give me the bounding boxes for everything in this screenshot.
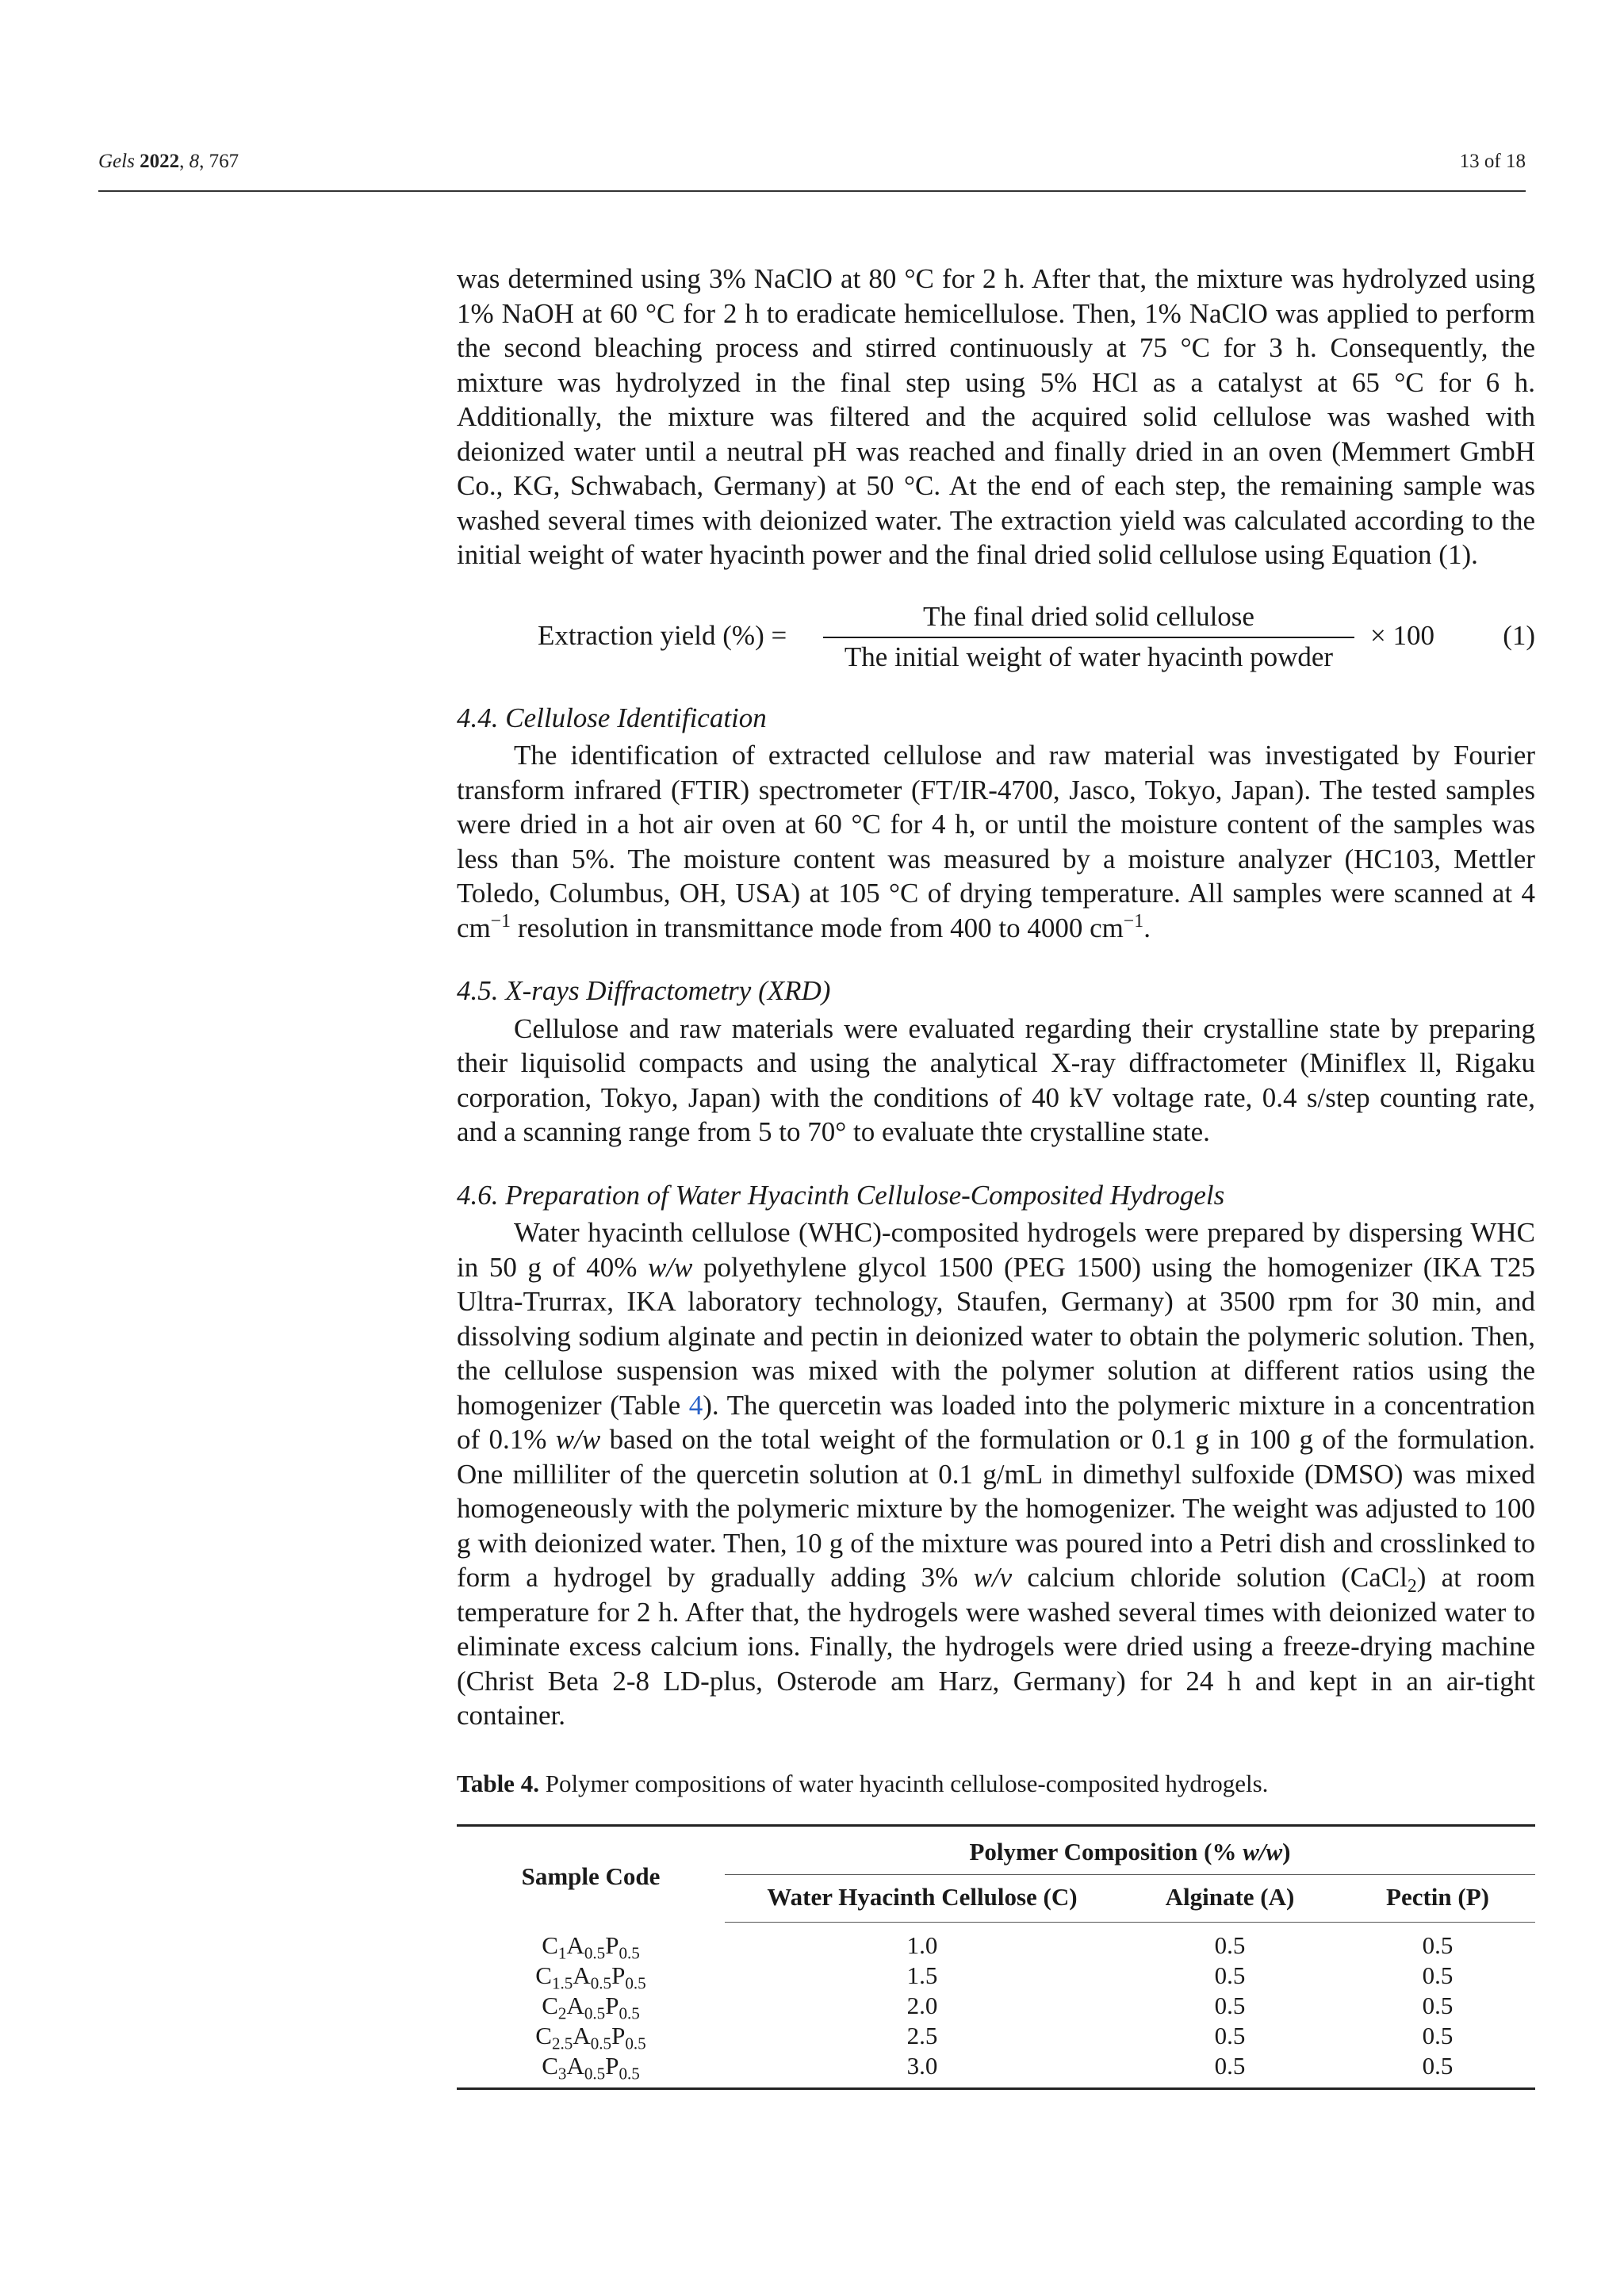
cellulose-cell: 3.0 [725,2051,1120,2089]
text-run: . [1143,912,1151,943]
table-4-caption [457,1766,1535,1801]
pectin-cell: 0.5 [1422,1961,1454,1989]
text-run: The identification of extracted cellulose and raw material was investigated by Fourier transform infrared (FTIR) spectrometer (FT/IR-4700, Jasco, Tokyo, Japan). The tested samples were dried in a hot air oven at 60 °C for 4 h, or until the moisture content of the samples was less than 5%. The moisture content was measured by a moisture analyzer (HC103, Mettler Toledo, Columbus, OH, USA) at 105 °C of drying temperature. All samples were scanned at 4 cm [457,740,1535,943]
component-symbol: P [605,1992,619,2019]
equation-lhs: Extraction yield (%) = [538,619,787,651]
component-subscript: 3 [557,2064,567,2084]
header-sample-code: Sample Code [457,1826,725,1923]
equation-number: (1) [1503,619,1535,651]
component-subscript: 0.5 [625,2034,646,2053]
component-symbol: C [542,2052,558,2080]
equation-numerator: The final dried solid cellulose [923,600,1254,632]
equation-denominator: The initial weight of water hyacinth powder [844,641,1334,672]
fraction-bar [823,637,1354,638]
header-alginate: Alginate (A) [1120,1874,1340,1923]
header-pectin: Pectin (P) [1340,1874,1535,1923]
section-4-4 [457,701,1535,946]
unit-wv: w/v [973,1562,1013,1593]
component-subscript: 0.5 [619,1943,640,1963]
text-run: based on the total weight of the formulation or 0.1 g in 100 g of the formulation. One milliliter of the quercetin solution at 0.1 g/mL in dimethyl sulfoxide (DMSO) was mixed homogeneously with the polymeric mixture by the homogenizer. The weight was adjusted to 100 g with deionized water. Then, 10 g of the mixture was poured into a Petri dish and crosslinked to form a hydrogel by gradually adding 3% [457,1424,1536,1593]
intro-paragraph: was determined using 3% NaClO at 80 °C for 2 h. After that, the mixture was hydrolyzed using 1% NaOH at 60 °C for 2 h to eradicate hemicellulose. Then, 1% NaClO was applied to perform the second bleaching process and stirred continuously at 75 °C for 3 h. Consequently, the mixture was hydrolyzed in the final step using 5% HCl as a catalyst at 65 °C for 6 h. Additionally, the mixture was filtered and the acquired solid cellulose was washed with deionized water until a neutral pH was reached and finally dried in an oven (Memmert GmbH Co., KG, Schwabach, Germany) at 50 °C. At the end of each step, the remaining sample was washed several times with deionized water. The extraction yield was calculated according to the initial weight of water hyacinth power and the final dried solid cellulose using Equation (1). [457,263,1535,570]
text-run: resolution in transmittance mode from 400 to 4000 cm [511,912,1124,943]
pectin-cell: 0.5 [1340,2051,1535,2089]
cellulose-cell: 1.5 [906,1961,938,1989]
component-subscript: 0.5 [619,2064,640,2084]
component-symbol: C [535,1961,552,1989]
component-subscript: 0.5 [584,1943,606,1963]
component-subscript: 2 [557,2003,567,2023]
cellulose-cell: 2.5 [906,2022,938,2049]
section-heading-4-6: 4.6. Preparation of Water Hyacinth Cellulose-Composited Hydrogels [457,1179,1225,1211]
alginate-cell: 0.5 [1214,1961,1246,1989]
table-caption-text: Polymer compositions of water hyacinth cellulose-composited hydrogels. [538,1769,1269,1797]
component-subscript: 0.5 [590,2034,612,2053]
journal-citation: Gels 2022, 8, 767 [98,151,239,172]
component-subscript: 0.5 [584,2064,606,2084]
component-symbol: P [605,1931,619,1959]
table-4 [457,1824,1535,2090]
header-group-unit: w/w [1243,1838,1283,1866]
component-subscript: 0.5 [619,2003,640,2023]
table-row [457,1961,1535,1991]
component-symbol: P [611,1961,626,1989]
pectin-cell: 0.5 [1422,2022,1454,2049]
header-group-text: Polymer Composition (% [969,1838,1243,1866]
component-symbol: P [611,2022,626,2049]
component-symbol: C [542,1931,558,1959]
journal-year: 2022 [140,151,180,172]
component-symbol: A [573,1961,591,1989]
equation-1 [457,599,1535,671]
section-4-4-paragraph [457,738,1535,945]
sample-code-cell [457,1923,725,1961]
table-row [457,1991,1535,2021]
running-header [98,151,1526,192]
journal-volume: 8 [189,151,200,172]
component-subscript: 0.5 [590,1973,612,1993]
section-4-6 [457,1178,1535,1733]
section-4-5 [457,974,1535,1150]
component-symbol: A [566,2052,584,2080]
superscript: −1 [1123,910,1144,932]
component-subscript: 2.5 [551,2034,573,2053]
text-run: polyethylene glycol 1500 (PEG 1500) using the homogenizer (IKA T25 Ultra-Trurrax, IKA laboratory technology, Staufen, Germany) at 3500 rpm for 30 min, and dissolving sodium alginate and pectin in deionized water to obtain the polymeric solution. Then, the cellulose suspension was mixed with the polymer solution at different ratios using the homogenizer (Table [457,1251,1535,1421]
journal-name: Gels [98,151,135,172]
table-caption-label: Table 4. [457,1769,539,1797]
component-symbol: C [542,1992,558,2019]
component-symbol: P [605,2052,619,2080]
section-4-5-paragraph: Cellulose and raw materials were evaluated regarding their crystalline state by preparing their liquisolid compacts and using the analytical X-ray diffractometer (Miniflex ll, Rigaku corporation, Tokyo, Japan) with the conditions of 40 kV voltage rate, 0.4 s/step counting rate, and a scanning range from 5 to 70° to evaluate thte crystalline state. [457,1012,1535,1147]
pectin-cell: 0.5 [1422,1992,1454,2019]
header-cellulose: Water Hyacinth Cellulose (C) [725,1874,1120,1923]
unit-ww: w/w [647,1251,693,1283]
alginate-cell: 0.5 [1214,1931,1246,1959]
subscript: 2 [1407,1576,1417,1598]
alginate-cell: 0.5 [1214,1992,1246,2019]
component-subscript: 0.5 [625,1973,646,1993]
page-number: 13 of 18 [1459,151,1526,172]
table-row [457,2051,1535,2089]
cellulose-cell: 2.0 [906,1992,938,2019]
table-body [457,1923,1535,2089]
article-body [457,262,1535,2090]
sample-code-cell [457,2021,725,2051]
table-4-link[interactable]: 4 [688,1389,703,1421]
component-subscript: 0.5 [584,2003,606,2023]
table-row [457,2021,1535,2051]
component-symbol: A [566,1992,584,2019]
text-run: Water hyacinth cellulose (WHC)-composited hydrogels were prepared by dispersing WHC in 50 g of 40% [457,1217,1535,1283]
header-group-close: ) [1282,1838,1291,1866]
section-heading-4-4: 4.4. Cellulose Identification [457,702,767,733]
component-subscript: 1.5 [551,1973,573,1993]
component-subscript: 1 [557,1943,567,1963]
text-run: ) at room temperature for 2 h. After that, the hydrogels were washed several times with deionized water to eliminate excess calcium ions. Finally, the hydrogels were dried using a freeze-drying machine (Christ Beta 2-8 LD-plus, Osterode am Harz, Germany) for 24 h and kept in an air-tight container. [457,1562,1535,1731]
component-symbol: A [573,2022,591,2049]
alginate-cell: 0.5 [1120,2051,1340,2089]
sample-code-cell [457,2051,725,2089]
equation-multiplier: × 100 [1370,619,1434,651]
table-row [457,1923,1535,1961]
alginate-cell: 0.5 [1214,2022,1246,2049]
component-symbol: C [535,2022,552,2049]
text-run: ). The quercetin was loaded into the polymeric mixture in a concentration of 0.1% [457,1389,1536,1455]
sample-code-cell [457,1961,725,1991]
sample-code-cell [457,1991,725,2021]
cellulose-cell: 1.0 [906,1931,938,1959]
article-number: 767 [209,151,239,172]
header-polymer-composition [725,1826,1535,1875]
section-4-6-paragraph [457,1215,1535,1733]
equation-fraction [823,599,1354,675]
text-run: calcium chloride solution (CaCl [1012,1562,1408,1593]
superscript: −1 [490,910,511,932]
pectin-cell: 0.5 [1422,1931,1454,1959]
unit-ww: w/w [555,1424,601,1455]
component-symbol: A [566,1931,584,1959]
section-heading-4-5: 4.5. X-rays Diffractometry (XRD) [457,975,831,1006]
